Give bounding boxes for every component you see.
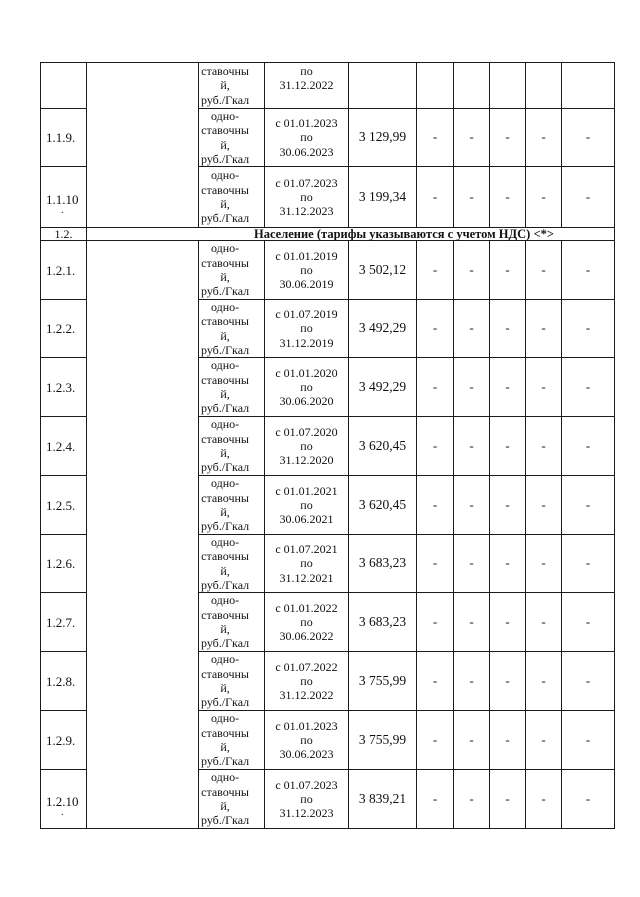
tariff-type — [201, 64, 249, 107]
tariff-type-line: ставочны — [201, 314, 249, 329]
tariff-type — [201, 168, 249, 225]
period-text — [275, 307, 337, 350]
tariff-type-line: й, — [220, 681, 230, 695]
empty-value-dash: - — [469, 790, 474, 806]
tariff-type-line: одно- — [210, 300, 240, 314]
row-number-cell — [46, 593, 86, 651]
tariff-type — [201, 358, 249, 415]
empty-value-dash: - — [541, 129, 546, 145]
row-number-cell — [46, 770, 86, 834]
period-cell — [265, 109, 348, 166]
tariff-type-line: ставочны — [201, 490, 249, 505]
period-text — [275, 116, 337, 159]
empty-value-dash: - — [585, 320, 591, 336]
tariff-type-line: руб./Гкал — [201, 92, 250, 107]
period-cell — [265, 652, 348, 710]
tariff-type-cell — [199, 358, 266, 416]
period-text — [275, 484, 337, 527]
empty-value-dash: - — [585, 496, 591, 512]
tariff-type — [201, 711, 249, 768]
tariff-type-line: й, — [220, 505, 230, 519]
empty-value-dash: - — [432, 496, 438, 512]
period-cell — [265, 167, 348, 227]
empty-value-dash: - — [585, 790, 591, 806]
period-text-line: по — [300, 130, 313, 145]
section-title: Население (тарифы указываются с учетом НДС) <*> — [254, 227, 554, 241]
tariff-type-line: й, — [220, 270, 230, 284]
empty-value-dash: - — [432, 613, 438, 629]
empty-value-dash: - — [505, 790, 510, 806]
row-number-text: 1.1.9. — [46, 130, 76, 145]
row-number-cell — [46, 358, 86, 416]
empty-value-dash: - — [432, 790, 438, 806]
row-number-text: 1.2.8. — [46, 673, 76, 689]
empty-value-dash: - — [541, 790, 546, 806]
tariff-type-cell — [199, 63, 266, 109]
tariff-type — [201, 109, 249, 166]
period-cell — [265, 770, 348, 828]
row-number — [46, 192, 79, 215]
empty-value-dash: - — [432, 731, 438, 747]
tariff-type-line: ставочны — [201, 372, 249, 387]
tariff-value: 3 683,23 — [358, 555, 407, 571]
tariff-type-cell — [199, 300, 266, 357]
row-number-cell — [46, 711, 86, 769]
tariff-value: 3 839,21 — [358, 790, 407, 806]
period-text-line: с 01.07.2022 — [275, 659, 338, 674]
period-text-line: с 01.01.2022 — [275, 600, 338, 615]
empty-value-dash: - — [585, 129, 591, 145]
empty-value-dash: - — [585, 188, 591, 204]
empty-value-dash: - — [432, 261, 438, 277]
period-text-line: с 01.01.2023 — [275, 116, 338, 131]
empty-value-dash: - — [505, 188, 510, 204]
period-cell — [265, 358, 348, 416]
tariff-type-line: одно- — [210, 358, 240, 373]
tariff-type-line: й, — [220, 328, 230, 343]
empty-value-dash: - — [541, 672, 546, 688]
period-text — [275, 778, 337, 821]
column-divider — [86, 62, 87, 828]
tariff-value: 3 199,34 — [358, 188, 407, 204]
row-number-text: 1.2.5. — [46, 497, 76, 513]
empty-value-dash: - — [505, 731, 510, 747]
tariff-type-line: й, — [220, 622, 230, 636]
row-number — [46, 794, 79, 817]
tariff-type-line: одно- — [210, 476, 240, 491]
row-number-cell — [46, 300, 86, 357]
tariff-type-line: ставочны — [201, 255, 249, 270]
period-text-line: с 01.07.2023 — [275, 777, 338, 792]
empty-value-dash: - — [541, 188, 546, 204]
empty-value-dash: - — [432, 437, 438, 453]
tariff-type-line: ставочны — [201, 607, 249, 622]
row-number-suffix: . — [61, 204, 64, 216]
empty-value-dash: - — [541, 555, 546, 571]
empty-value-dash: - — [432, 129, 438, 145]
table-bottom-border — [40, 828, 615, 829]
tariff-value: 3 129,99 — [358, 129, 407, 145]
tariff-value: 3 620,45 — [358, 437, 407, 453]
tariff-type-line: одно- — [210, 417, 240, 432]
empty-value-dash: - — [541, 437, 546, 453]
row-number-cell — [46, 167, 86, 233]
period-text-line: по — [300, 379, 313, 394]
empty-value-dash: - — [585, 613, 591, 629]
tariff-type-cell — [199, 535, 266, 592]
tariff-type-line: руб./Гкал — [201, 342, 250, 357]
tariff-value: 3 492,29 — [358, 320, 407, 336]
period-text — [275, 601, 337, 644]
row-number-text: 1.2.9. — [46, 732, 76, 748]
period-text-line: по — [300, 791, 313, 806]
empty-value-dash: - — [505, 672, 510, 688]
empty-value-dash: - — [469, 378, 474, 394]
tariff-type-line: одно- — [210, 168, 240, 183]
tariff-type-cell — [199, 652, 266, 710]
row-number-text: 1.2.7. — [46, 614, 76, 630]
tariff-type-line: й, — [220, 799, 230, 813]
empty-value-dash: - — [505, 555, 510, 571]
tariff-type — [201, 300, 249, 357]
period-text-line: 30.06.2023 — [279, 747, 334, 762]
tariff-type-line: ставочны — [201, 431, 249, 446]
tariff-type-cell — [199, 476, 266, 534]
tariff-type-line: одно- — [210, 109, 240, 123]
period-text-line: по — [300, 262, 313, 277]
period-text — [275, 366, 337, 409]
empty-value-dash: - — [432, 672, 438, 688]
empty-value-dash: - — [469, 261, 474, 277]
table-left-border — [40, 62, 41, 829]
tariff-type-cell — [199, 770, 266, 828]
empty-value-dash: - — [469, 320, 474, 336]
empty-value-dash: - — [585, 555, 591, 571]
empty-value-dash: - — [541, 320, 546, 336]
row-number-text: 1.2.4. — [46, 438, 76, 454]
period-text-line: с 01.07.2023 — [275, 175, 338, 190]
tariff-type-line: руб./Гкал — [201, 519, 250, 534]
row-number — [46, 263, 75, 278]
period-text — [275, 542, 337, 585]
empty-value-dash: - — [469, 555, 474, 571]
tariff-value: 3 502,12 — [358, 261, 407, 277]
tariff-type-cell — [199, 593, 266, 651]
tariff-type-line: руб./Гкал — [201, 636, 250, 651]
empty-value-dash: - — [432, 555, 438, 571]
tariff-value: 3 620,45 — [358, 496, 407, 512]
tariff-type-cell — [199, 241, 266, 299]
period-text-line: по — [300, 556, 313, 571]
tariff-type-line: й, — [220, 78, 230, 93]
row-number — [46, 615, 75, 630]
row-number — [46, 380, 75, 395]
period-text — [275, 176, 337, 219]
tariff-type-line: ставочны — [201, 666, 249, 681]
tariff-value: 3 755,99 — [358, 672, 407, 688]
tariff-type-line: одно- — [210, 241, 240, 256]
period-text-line: 31.12.2023 — [279, 806, 334, 821]
tariff-type-line: одно- — [210, 535, 240, 549]
tariff-type-line: ставочны — [201, 725, 249, 740]
period-text-line: 30.06.2021 — [279, 512, 334, 527]
period-text-line: с 01.07.2019 — [275, 307, 338, 322]
empty-value-dash: - — [432, 188, 438, 204]
tariff-type-line: ставочны — [201, 64, 249, 78]
empty-value-dash: - — [505, 261, 510, 277]
period-text-line: 31.12.2019 — [279, 335, 334, 350]
tariff-value: 3 492,29 — [358, 378, 407, 394]
empty-value-dash: - — [469, 129, 474, 145]
row-number — [46, 130, 75, 145]
tariff-type-line: й, — [220, 563, 230, 578]
empty-value-dash: - — [585, 731, 591, 747]
empty-value-dash: - — [505, 437, 510, 453]
empty-value-dash: - — [541, 378, 546, 394]
tariff-type-cell — [199, 711, 266, 769]
empty-value-dash: - — [432, 378, 438, 394]
period-text — [275, 719, 337, 762]
row-number-text: 1.2.10 — [46, 793, 79, 809]
period-text-line: 31.12.2023 — [279, 204, 334, 219]
tariff-type-line: руб./Гкал — [201, 151, 250, 166]
period-cell — [265, 711, 348, 769]
period-text-line: с 01.07.2020 — [275, 424, 338, 439]
period-text-line: с 01.07.2021 — [275, 542, 338, 557]
period-text — [280, 64, 334, 93]
row-number-text: 1.2.2. — [46, 321, 76, 336]
empty-value-dash: - — [505, 129, 510, 145]
tariff-type-line: й, — [220, 137, 230, 152]
period-text-line: 30.06.2020 — [279, 394, 334, 409]
period-cell — [265, 476, 348, 534]
empty-value-dash: - — [541, 731, 546, 747]
period-text-line: по — [300, 497, 313, 512]
period-text-line: с 01.01.2019 — [275, 248, 338, 263]
empty-value-dash: - — [505, 320, 510, 336]
tariff-type-line: руб./Гкал — [201, 401, 250, 416]
period-text — [275, 660, 337, 703]
period-cell — [265, 63, 348, 109]
row-number — [46, 439, 75, 454]
empty-value-dash: - — [469, 672, 474, 688]
row-number-cell — [46, 476, 86, 534]
tariff-type-cell — [199, 109, 266, 166]
row-number — [46, 498, 75, 513]
tariff-type-line: руб./Гкал — [201, 284, 250, 299]
section-number: 1.2. — [54, 228, 73, 240]
empty-value-dash: - — [585, 378, 591, 394]
tariff-type — [201, 476, 249, 533]
row-number — [46, 321, 75, 336]
tariff-type-line: одно- — [210, 711, 240, 726]
empty-value-dash: - — [505, 378, 510, 394]
tariff-type-cell — [199, 417, 266, 475]
period-text-line: по — [300, 614, 313, 629]
row-number-cell — [46, 241, 86, 299]
tariff-type-line: ставочны — [201, 123, 249, 138]
empty-value-dash: - — [585, 672, 591, 688]
period-text-line: 31.12.2020 — [279, 453, 334, 468]
tariff-type-line: руб./Гкал — [201, 813, 250, 828]
row-number-text: 1.2.1. — [46, 262, 76, 278]
period-cell — [265, 535, 348, 592]
period-text-line: по — [300, 438, 313, 453]
tariff-type-line: одно- — [210, 770, 240, 785]
tariff-type-line: руб./Гкал — [201, 695, 250, 710]
period-text-line: по — [300, 189, 313, 204]
tariff-value: 3 683,23 — [358, 613, 407, 629]
row-number-cell — [46, 109, 86, 166]
empty-value-dash: - — [469, 613, 474, 629]
period-text — [275, 425, 337, 468]
period-text-line: 30.06.2022 — [279, 629, 334, 644]
period-text-line: по — [300, 64, 313, 78]
empty-value-dash: - — [585, 437, 591, 453]
period-text-line: по — [300, 673, 313, 688]
empty-value-dash: - — [585, 261, 591, 277]
period-cell — [265, 593, 348, 651]
tariff-type-line: й, — [220, 446, 230, 460]
tariff-type — [201, 417, 249, 474]
tariff-type-line: ставочны — [201, 182, 249, 197]
tariff-type — [201, 535, 249, 592]
period-text-line: с 01.01.2020 — [275, 365, 338, 380]
period-text-line: 30.06.2023 — [279, 144, 334, 159]
tariff-type — [201, 652, 249, 709]
empty-value-dash: - — [469, 496, 474, 512]
period-text-line: с 01.01.2023 — [275, 718, 338, 733]
period-text-line: 31.12.2021 — [279, 570, 334, 585]
tariff-type-line: й, — [220, 387, 230, 401]
row-number — [46, 556, 75, 571]
period-text-line: по — [300, 321, 313, 336]
row-number — [46, 674, 75, 689]
empty-value-dash: - — [505, 613, 510, 629]
empty-value-dash: - — [469, 731, 474, 747]
period-text-line: по — [300, 732, 313, 747]
tariff-type — [201, 770, 249, 827]
tariff-type-line: й, — [220, 197, 230, 211]
tariff-type-line: руб./Гкал — [201, 754, 250, 769]
row-number — [46, 733, 75, 748]
tariff-type-line: руб./Гкал — [201, 577, 250, 592]
period-cell — [265, 241, 348, 299]
empty-value-dash: - — [469, 188, 474, 204]
row-number-suffix: . — [61, 806, 64, 818]
tariff-type-line: й, — [220, 740, 230, 754]
row-number-cell — [46, 417, 86, 475]
empty-value-dash: - — [505, 496, 510, 512]
period-text-line: 30.06.2019 — [279, 277, 334, 292]
period-text-line: 31.12.2022 — [279, 688, 334, 703]
empty-value-dash: - — [541, 496, 546, 512]
row-number-text: 1.1.10 — [46, 191, 79, 207]
empty-value-dash: - — [469, 437, 474, 453]
row-number-cell — [46, 652, 86, 710]
tariff-type-cell — [199, 167, 266, 227]
tariff-type — [201, 241, 249, 298]
tariff-type-line: одно- — [210, 652, 240, 667]
period-text-line: с 01.01.2021 — [275, 483, 338, 498]
empty-value-dash: - — [541, 261, 546, 277]
tariff-type-line: руб./Гкал — [201, 460, 250, 475]
tariff-type — [201, 593, 249, 650]
period-cell — [265, 417, 348, 475]
tariff-type-line: одно- — [210, 593, 240, 608]
table-right-border — [614, 62, 615, 829]
period-cell — [265, 300, 348, 357]
period-text — [275, 249, 337, 292]
row-number-text: 1.2.6. — [46, 556, 76, 571]
row-number-text: 1.2.3. — [46, 379, 76, 395]
empty-value-dash: - — [432, 320, 438, 336]
tariff-type-line: ставочны — [201, 784, 249, 799]
empty-value-dash: - — [541, 613, 546, 629]
tariff-type-line: ставочны — [201, 549, 249, 564]
row-number-cell — [46, 535, 86, 592]
tariff-type-line: руб./Гкал — [201, 211, 250, 226]
period-text-line: 31.12.2022 — [279, 78, 334, 93]
tariff-value: 3 755,99 — [358, 731, 407, 747]
